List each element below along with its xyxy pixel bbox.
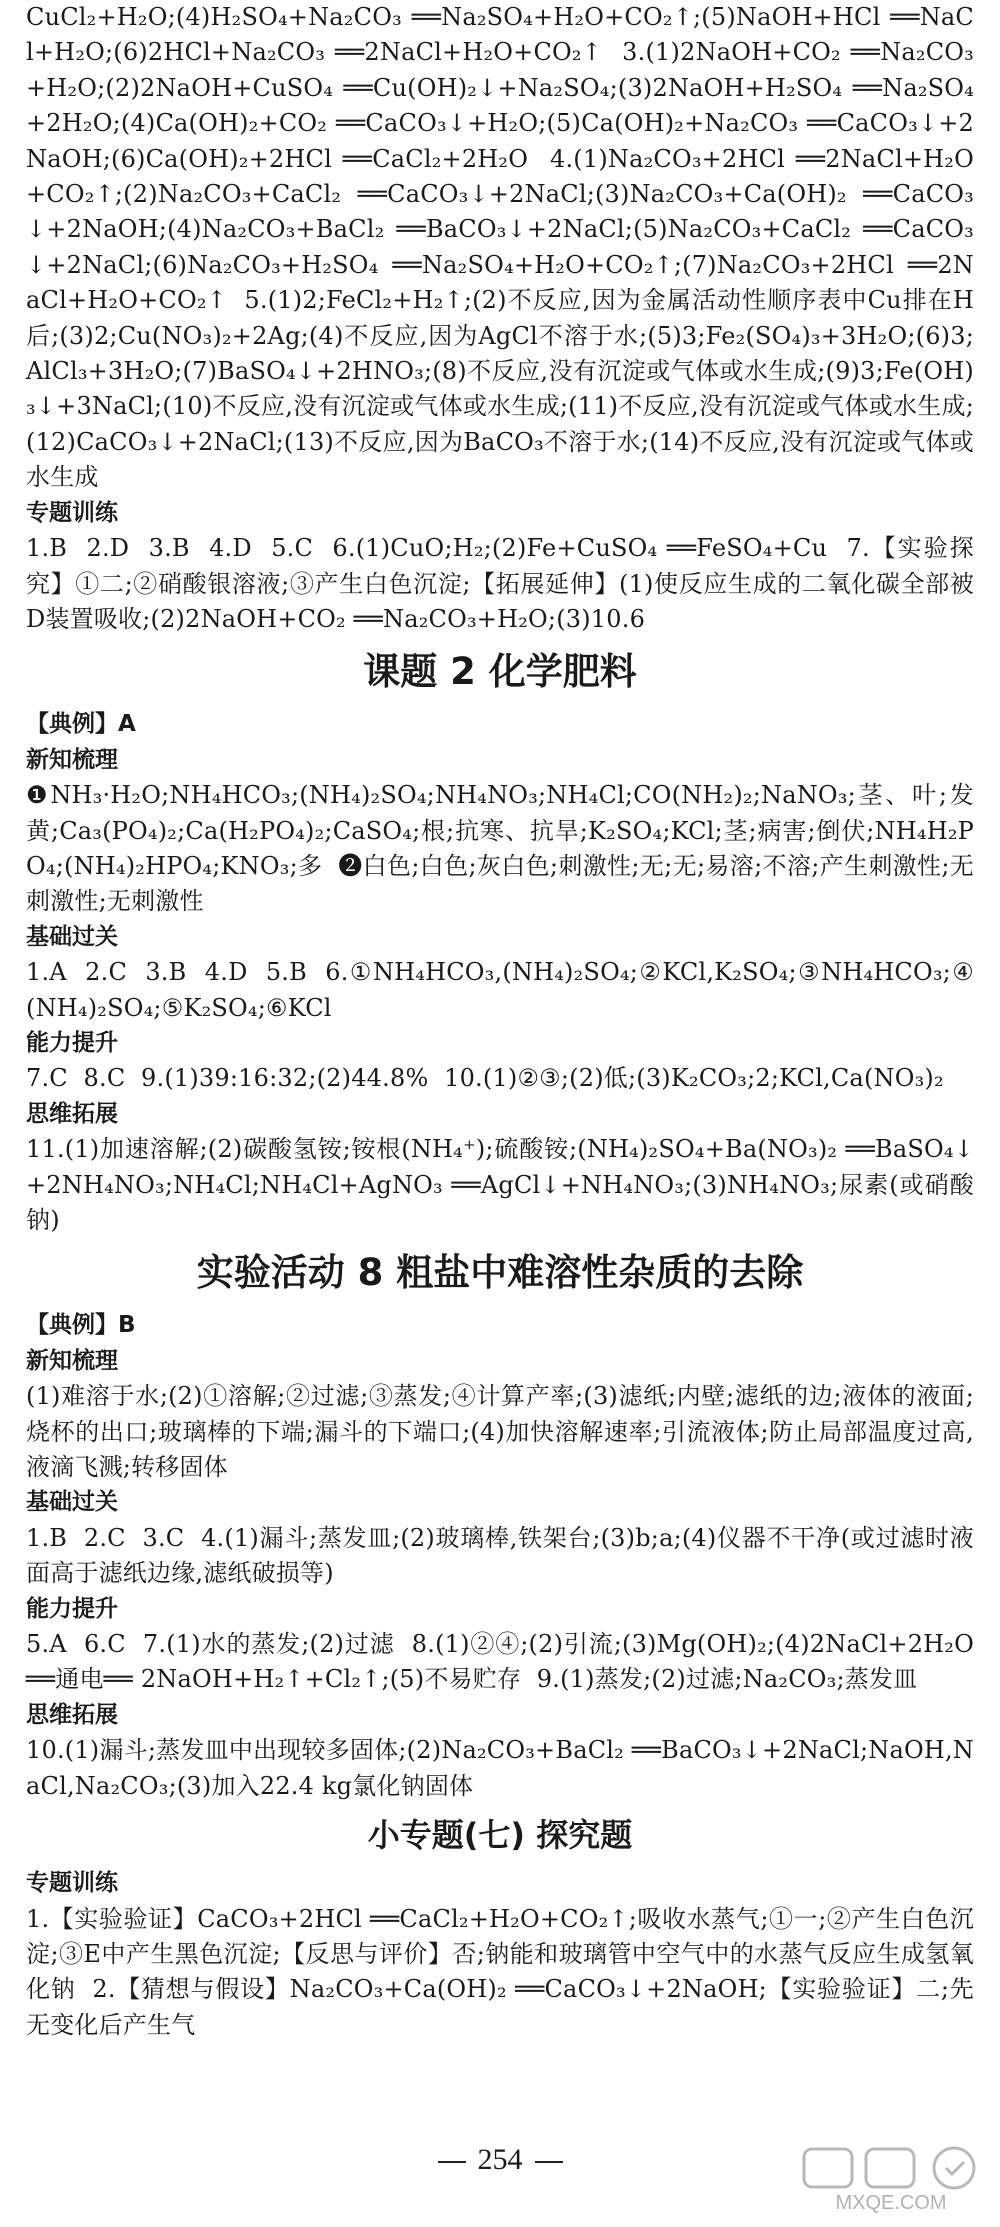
page-number-value: 254 <box>477 2143 523 2176</box>
example-answer: 【典例】B <box>26 1312 136 1339</box>
section-heading: 基础过关 <box>26 1489 118 1516</box>
section-heading: 思维拓展 <box>26 1100 118 1127</box>
page-content <box>26 0 982 2043</box>
answer-paragraph: 1.B 2.D 3.B 4.D 5.C 6.(1)CuO;H₂;(2)Fe+CuSO₄ ══FeSO₄+Cu 7.【实验探究】①二;②硝酸银溶液;③产生白色沉淀;【拓展延伸】(1)使反应生成的二氧化碳全部被D装置吸收;(2)2NaOH+CO₂ ══Na₂CO₃+H₂O;(3)10.6 <box>26 534 974 633</box>
answer-site-logo-icon <box>796 2145 986 2191</box>
answer-paragraph: (1)难溶于水;(2)①溶解;②过滤;③蒸发;④计算产率;(3)滤纸;内壁;滤纸的边;液体的液面;烧杯的出口;玻璃棒的下端;漏斗的下端口;(4)加快溶解速率;引流液体;防止局部温度过高,液滴飞溅;转移固体 <box>26 1382 974 1482</box>
section-heading: 能力提升 <box>26 1029 118 1056</box>
section-heading: 专题训练 <box>26 499 118 526</box>
section-heading: 思维拓展 <box>26 1701 118 1728</box>
lesson-title: 实验活动 8 粗盐中难溶性杂质的去除 <box>196 1251 804 1295</box>
example-answer: 【典例】A <box>26 711 136 738</box>
answer-paragraph: 1.A 2.C 3.B 4.D 5.B 6.①NH₄HCO₃,(NH₄)₂SO₄;②KCl,K₂SO₄;③NH₄HCO₃;④(NH₄)₂SO₄;⑤K₂SO₄;⑥KCl <box>26 958 974 1022</box>
watermark-url: MXQE.COM <box>835 2192 947 2214</box>
answer-paragraph: 5.A 6.C 7.(1)水的蒸发;(2)过滤 8.(1)②④;(2)引流;(3)Mg(OH)₂;(4)2NaCl+2H₂O ══通电══ 2NaOH+H₂↑+Cl₂↑;(5)不易贮存 9.(1)蒸发;(2)过滤;Na₂CO₃;蒸发皿 <box>26 1630 982 1694</box>
answer-paragraph: 10.(1)漏斗;蒸发皿中出现较多固体;(2)Na₂CO₃+BaCl₂ ══BaCO₃↓+2NaCl;NaOH,NaCl,Na₂CO₃;(3)加入22.4 kg氯化钠固体 <box>26 1736 974 1800</box>
answer-paragraph: 7.C 8.C 9.(1)39:16:32;(2)44.8% 10.(1)②③;(2)低;(3)K₂CO₃;2;KCl,Ca(NO₃)₂ <box>26 1064 944 1093</box>
section-heading: 新知梳理 <box>26 1347 118 1374</box>
answer-paragraph: 1.B 2.C 3.C 4.(1)漏斗;蒸发皿;(2)玻璃棒,铁架台;(3)b;a;(4)仪器不干净(或过滤时液面高于滤纸边缘,滤纸破损等) <box>26 1523 974 1588</box>
topic-title: 小专题(七) 探究题 <box>367 1816 633 1855</box>
section-heading: 新知梳理 <box>26 746 118 773</box>
section-heading: 专题训练 <box>26 1870 118 1897</box>
answer-paragraph: ❶NH₃·H₂O;NH₄HCO₃;(NH₄)₂SO₄;NH₄NO₃;NH₄Cl;CO(NH₂)₂;NaNO₃;茎、叶;发黄;Ca₃(PO₄)₂;Ca(H₂PO₄)₂;CaSO₄;根;抗寒、抗旱;K₂SO₄;KCl;茎;病害;倒伏;NH₄H₂PO₄;(NH₄)₂HPO₄;KNO₃;多 ❷白色;白色;灰白色;刺激性;无;无;易溶;不溶;产生刺激性;无刺激性;无刺激性 <box>26 781 974 916</box>
watermark <box>796 2145 986 2215</box>
answer-paragraph: 11.(1)加速溶解;(2)碳酸氢铵;铵根(NH₄⁺);硫酸铵;(NH₄)₂SO₄+Ba(NO₃)₂ ══BaSO₄↓+2NH₄NO₃;NH₄Cl;NH₄Cl+AgNO₃ ══AgCl↓+NH₄NO₃;(3)NH₄NO₃;尿素(或硝酸钠) <box>26 1135 974 1234</box>
lesson-title: 课题 2 化学肥料 <box>363 650 637 694</box>
answer-paragraph: CuCl₂+H₂O;(4)H₂SO₄+Na₂CO₃ ══Na₂SO₄+H₂O+CO₂↑;(5)NaOH+HCl ══NaCl+H₂O;(6)2HCl+Na₂CO₃ ══2NaCl+H₂O+CO₂↑ 3.(1)2NaOH+CO₂ ══Na₂CO₃+H₂O;(2)2NaOH+CuSO₄ ══Cu(OH)₂↓+Na₂SO₄;(3)2NaOH+H₂SO₄ ══Na₂SO₄+2H₂O;(4)Ca(OH)₂+CO₂ ══CaCO₃↓+H₂O;(5)Ca(OH)₂+Na₂CO₃ ══CaCO₃↓+2NaOH;(6)Ca(OH)₂+2HCl ══CaCl₂+2H₂O 4.(1)Na₂CO₃+2HCl ══2NaCl+H₂O+CO₂↑;(2)Na₂CO₃+CaCl₂ ══CaCO₃↓+2NaCl;(3)Na₂CO₃+Ca(OH)₂ ══CaCO₃↓+2NaOH;(4)Na₂CO₃+BaCl₂ ══BaCO₃↓+2NaCl;(5)Na₂CO₃+CaCl₂ ══CaCO₃↓+2NaCl;(6)Na₂CO₃+H₂SO₄ ══Na₂SO₄+H₂O+CO₂↑;(7)Na₂CO₃+2HCl ══2NaCl+H₂O+CO₂↑ 5.(1)2;FeCl₂+H₂↑;(2)不反应,因为金属活动性顺序表中Cu排在H后;(3)2;Cu(NO₃)₂+2Ag;(4)不反应,因为AgCl不溶于水;(5)3;Fe₂(SO₄)₃+3H₂O;(6)3;AlCl₃+3H₂O;(7)BaSO₄↓+2HNO₃;(8)不反应,没有沉淀或气体或水生成;(9)3;Fe(OH)₃↓+3NaCl;(10)不反应,没有沉淀或气体或水生成;(11)不反应,没有沉淀或气体或水生成;(12)CaCO₃↓+2NaCl;(13)不反应,因为BaCO₃不溶于水;(14)不反应,没有沉淀或气体或水生成 <box>26 3 974 492</box>
answer-paragraph: 1.【实验验证】CaCO₃+2HCl ══CaCl₂+H₂O+CO₂↑;吸收水蒸气;①一;②产生白色沉淀;③E中产生黑色沉淀;【反思与评价】否;钠能和玻璃管中空气中的水蒸气反应生成氢氧化钠 2.【猜想与假设】Na₂CO₃+Ca(OH)₂ ══CaCO₃↓+2NaOH;【实验验证】二;先无变化后产生气 <box>26 1904 974 2039</box>
section-heading: 基础过关 <box>26 923 118 950</box>
page-number-dash-right <box>535 2161 563 2163</box>
page-number-dash-left <box>438 2161 466 2163</box>
section-heading: 能力提升 <box>26 1595 118 1622</box>
